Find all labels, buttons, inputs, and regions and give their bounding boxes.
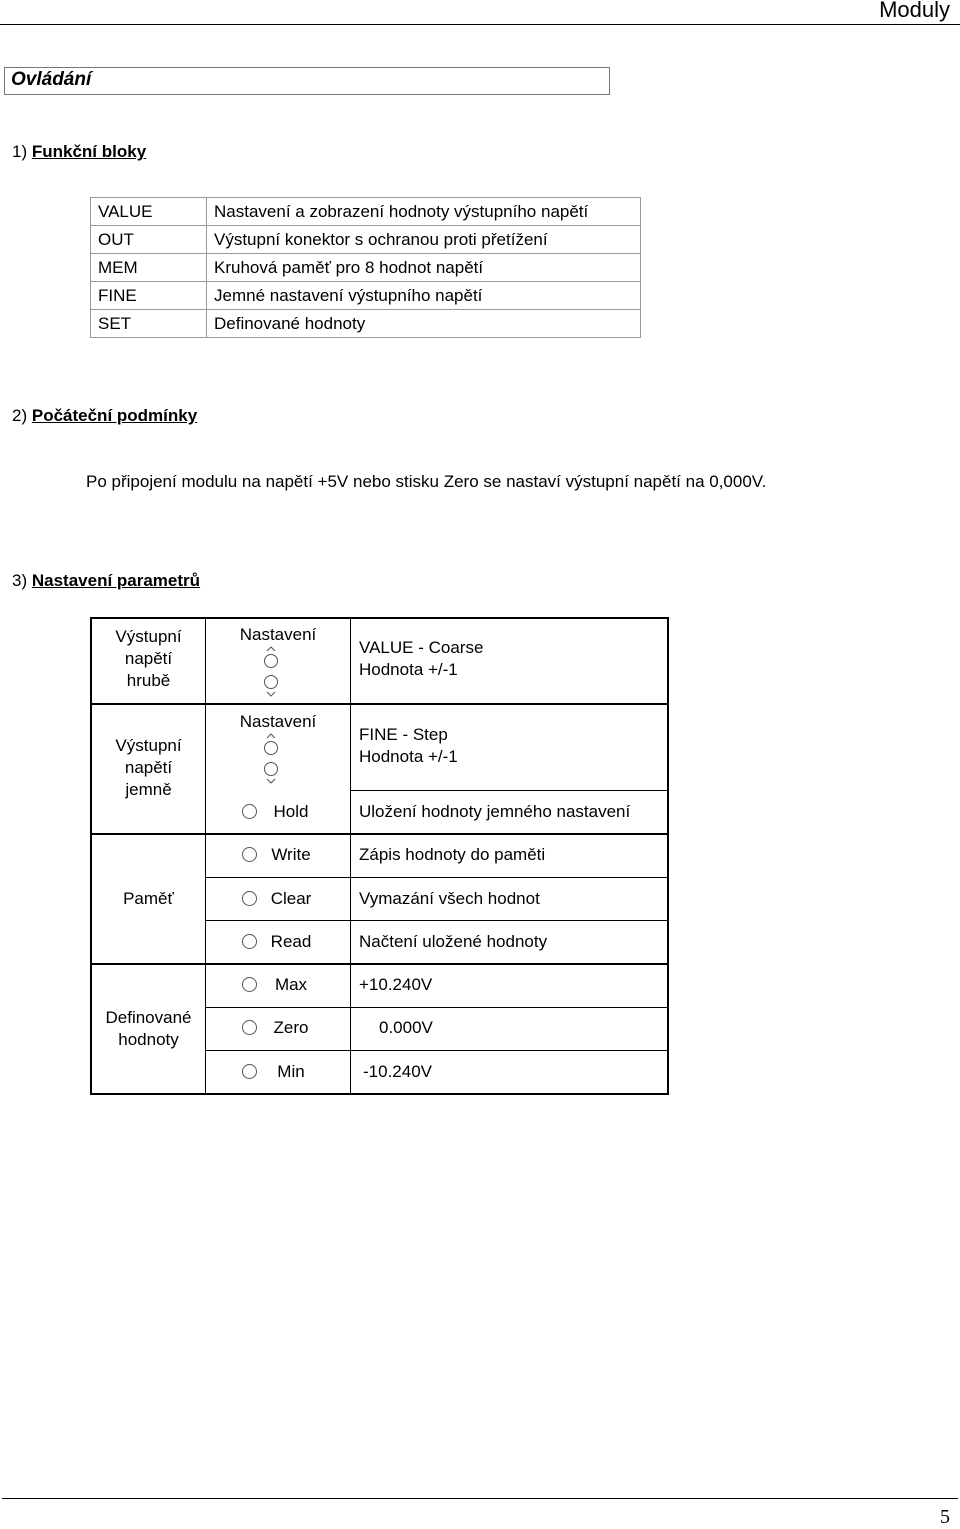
page-number: 5	[940, 1506, 950, 1528]
defined-label	[92, 1007, 205, 1051]
coarse-desc	[359, 637, 483, 681]
table-row	[91, 282, 641, 310]
clear-label: Clear	[270, 889, 312, 908]
header-title: Moduly	[879, 0, 950, 22]
fine-label-line: jemně	[125, 780, 172, 799]
read-button[interactable]	[242, 934, 257, 949]
max-button[interactable]	[242, 977, 257, 992]
table-row	[91, 254, 641, 282]
blocks-heading	[12, 142, 146, 162]
zero-button[interactable]	[242, 1020, 257, 1035]
zero-label: Zero	[273, 1018, 309, 1037]
table-row	[91, 226, 641, 254]
params-heading-number: 3)	[12, 571, 28, 590]
block-desc: Definované hodnoty	[207, 310, 641, 338]
initial-heading-text: Počáteční podmínky	[31, 406, 198, 425]
coarse-desc-line: Hodnota +/-1	[359, 660, 458, 679]
min-button[interactable]	[242, 1064, 257, 1079]
fine-label	[92, 735, 205, 801]
block-desc: Kruhová paměť pro 8 hodnot napětí	[207, 254, 641, 282]
params-heading	[12, 571, 200, 591]
row-divider	[205, 1007, 669, 1008]
max-label: Max	[274, 975, 308, 994]
block-desc: Výstupní konektor s ochranou proti přetížení	[207, 226, 641, 254]
hold-button[interactable]	[242, 804, 257, 819]
blocks-heading-text: Funkční bloky	[31, 142, 147, 161]
blocks-table	[90, 197, 641, 338]
row-divider	[90, 703, 669, 705]
row-divider	[205, 1050, 669, 1051]
initial-text: Po připojení modulu na napětí +5V nebo stisku Zero se nastaví výstupní napětí na 0,000V.	[86, 472, 767, 491]
fine-down-button	[265, 763, 278, 776]
fine-control-label: Nastavení	[239, 712, 317, 731]
blocks-heading-number: 1)	[12, 142, 28, 161]
fine-label-line: napětí	[124, 758, 173, 777]
write-desc: Zápis hodnoty do paměti	[359, 845, 546, 864]
params-table	[90, 617, 669, 1095]
min-label: Min	[277, 1062, 305, 1081]
coarse-label-line: hrubě	[126, 671, 171, 690]
row-divider	[205, 920, 669, 921]
max-value: +10.240V	[359, 975, 433, 994]
coarse-label-line: napětí	[124, 649, 173, 668]
coarse-updown-control[interactable]	[262, 646, 280, 698]
block-key: OUT	[91, 226, 207, 254]
block-desc: Nastavení a zobrazení hodnoty výstupního napětí	[207, 198, 641, 226]
footer-rule	[2, 1498, 958, 1499]
column-divider	[205, 617, 206, 1095]
coarse-down-button	[265, 676, 278, 689]
header-rule	[0, 24, 960, 25]
defined-label-line: hodnoty	[118, 1030, 179, 1049]
fine-desc-line: FINE - Step	[359, 725, 448, 744]
clear-button[interactable]	[242, 891, 257, 906]
write-button[interactable]	[242, 847, 257, 862]
min-value: -10.240V	[363, 1062, 432, 1081]
initial-heading	[12, 406, 197, 426]
read-label: Read	[270, 932, 312, 951]
read-desc: Načtení uložené hodnoty	[359, 932, 548, 951]
table-border-bottom	[90, 1093, 669, 1095]
hold-desc: Uložení hodnoty jemného nastavení	[359, 802, 631, 821]
block-key: MEM	[91, 254, 207, 282]
row-divider	[350, 790, 669, 791]
coarse-label-line: Výstupní	[115, 627, 182, 646]
block-key: FINE	[91, 282, 207, 310]
coarse-control-label: Nastavení	[239, 625, 317, 644]
table-row	[91, 198, 641, 226]
params-heading-text: Nastavení parametrů	[31, 571, 201, 590]
block-desc: Jemné nastavení výstupního napětí	[207, 282, 641, 310]
fine-updown-control[interactable]	[262, 733, 280, 785]
block-key: SET	[91, 310, 207, 338]
column-divider	[350, 617, 351, 1095]
zero-value: 0.000V	[379, 1018, 433, 1037]
block-key: VALUE	[91, 198, 207, 226]
coarse-desc-line: VALUE - Coarse	[359, 638, 484, 657]
section-title: Ovládání	[4, 67, 610, 95]
initial-heading-number: 2)	[12, 406, 28, 425]
table-row	[91, 310, 641, 338]
memory-label: Paměť	[123, 889, 174, 908]
fine-label-line: Výstupní	[115, 736, 182, 755]
coarse-label	[92, 626, 205, 692]
fine-up-button	[265, 742, 278, 755]
defined-label-line: Definované	[105, 1008, 192, 1027]
hold-label: Hold	[273, 802, 309, 821]
clear-desc: Vymazání všech hodnot	[359, 889, 540, 908]
table-border-top	[90, 617, 669, 619]
row-divider	[90, 833, 669, 835]
write-label: Write	[271, 845, 311, 864]
fine-desc	[359, 724, 458, 768]
coarse-up-button	[265, 655, 278, 668]
row-divider	[90, 963, 669, 965]
fine-desc-line: Hodnota +/-1	[359, 747, 458, 766]
row-divider	[205, 877, 669, 878]
table-border-right	[667, 617, 669, 1095]
